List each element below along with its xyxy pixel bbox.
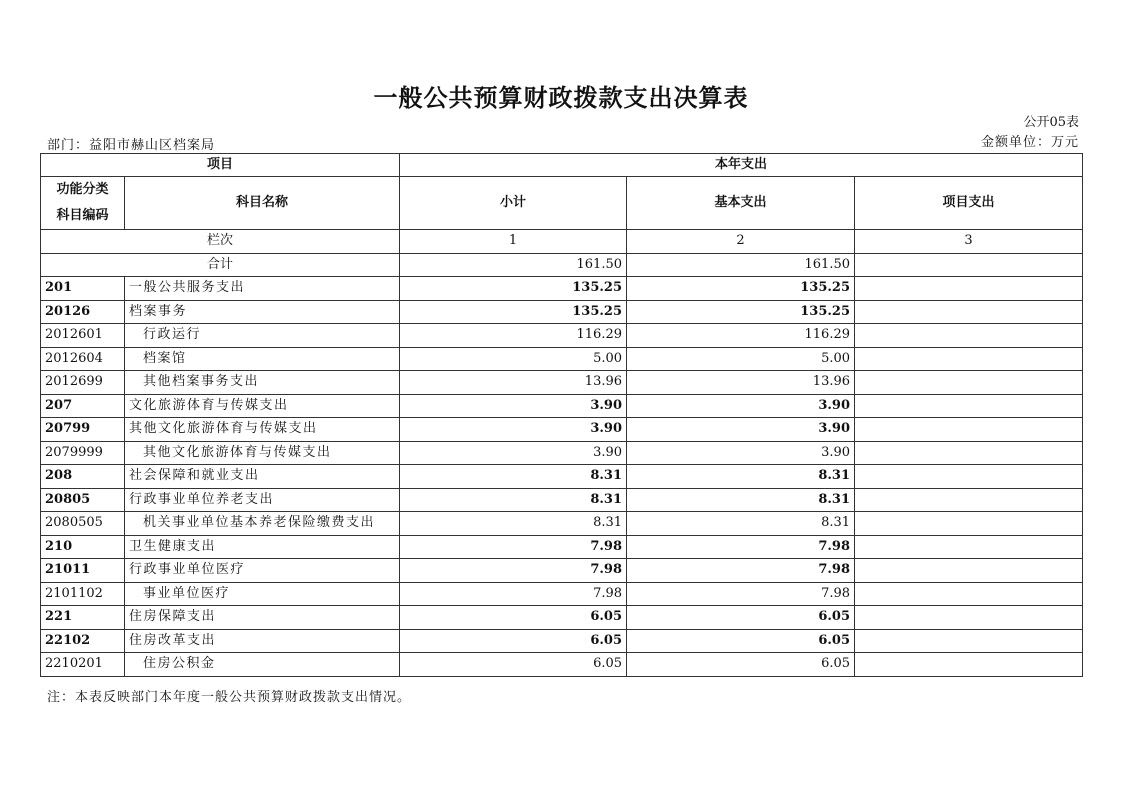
row-project [855,535,1083,559]
expense-table [40,153,1083,677]
row-subtotal: 135.25 [400,277,627,301]
unit-label: 金额单位：万元 [980,135,1079,150]
row-subtotal: 7.98 [400,582,627,606]
row-name: 档案馆 [125,347,400,371]
row-project [855,394,1083,418]
table-row [41,441,1083,465]
row-project [855,606,1083,630]
row-subtotal: 13.96 [400,371,627,395]
row-basic: 135.25 [627,300,855,324]
table-row [41,347,1083,371]
row-basic: 8.31 [627,465,855,489]
department-label: 部门：益阳市赫山区档案局 [47,138,216,153]
row-code: 208 [41,465,125,489]
column-index-label: 栏次 [41,230,400,254]
column-index-2: 2 [627,230,855,254]
header-subject-name: 科目名称 [125,177,400,230]
row-name: 机关事业单位基本养老保险缴费支出 [125,512,400,536]
header-row-1 [41,154,1083,177]
row-name: 住房公积金 [125,653,400,677]
column-index-3: 3 [855,230,1083,254]
table-row [41,277,1083,301]
row-code: 207 [41,394,125,418]
row-code: 221 [41,606,125,630]
table-row [41,324,1083,348]
row-name: 卫生健康支出 [125,535,400,559]
row-code: 20126 [41,300,125,324]
table-row [41,371,1083,395]
page-title: 一般公共预算财政拨款支出决算表 [373,84,749,112]
table-row [41,394,1083,418]
row-subtotal: 3.90 [400,394,627,418]
row-code: 21011 [41,559,125,583]
row-project [855,559,1083,583]
row-name: 档案事务 [125,300,400,324]
row-name: 一般公共服务支出 [125,277,400,301]
row-project [855,300,1083,324]
table-row [41,418,1083,442]
table-row [41,535,1083,559]
row-project [855,512,1083,536]
header-current-year-expense: 本年支出 [400,154,1083,177]
row-basic: 6.05 [627,653,855,677]
row-code: 22102 [41,629,125,653]
column-index-row [41,230,1083,254]
table-row [41,606,1083,630]
table-row [41,653,1083,677]
row-basic: 8.31 [627,512,855,536]
row-subtotal: 116.29 [400,324,627,348]
header-row-2 [41,177,1083,230]
row-basic: 6.05 [627,629,855,653]
row-project [855,465,1083,489]
row-project [855,347,1083,371]
row-code: 2012601 [41,324,125,348]
row-name: 行政事业单位医疗 [125,559,400,583]
row-basic: 8.31 [627,488,855,512]
header-subtotal: 小计 [400,177,627,230]
header-basic: 基本支出 [627,177,855,230]
row-code: 2210201 [41,653,125,677]
row-name: 行政事业单位养老支出 [125,488,400,512]
row-project [855,582,1083,606]
row-basic: 135.25 [627,277,855,301]
table-row [41,582,1083,606]
row-name: 其他档案事务支出 [125,371,400,395]
row-subtotal: 7.98 [400,535,627,559]
row-code: 2101102 [41,582,125,606]
header-func-class [41,177,125,230]
row-subtotal: 8.31 [400,465,627,489]
column-index-1: 1 [400,230,627,254]
row-basic: 3.90 [627,441,855,465]
row-code: 210 [41,535,125,559]
row-subtotal: 8.31 [400,488,627,512]
form-number: 公开05表 [1023,115,1079,130]
row-project [855,653,1083,677]
row-basic: 3.90 [627,418,855,442]
header-func-class-line1: 功能分类 [56,182,109,197]
row-basic: 3.90 [627,394,855,418]
row-project [855,371,1083,395]
row-project [855,324,1083,348]
table-row [41,488,1083,512]
row-subtotal: 5.00 [400,347,627,371]
row-name: 社会保障和就业支出 [125,465,400,489]
table-row [41,300,1083,324]
row-project [855,441,1083,465]
total-project [855,253,1083,277]
row-basic: 5.00 [627,347,855,371]
row-project [855,488,1083,512]
row-subtotal: 3.90 [400,441,627,465]
row-name: 其他文化旅游体育与传媒支出 [125,441,400,465]
row-project [855,418,1083,442]
header-project-expense: 项目支出 [855,177,1083,230]
row-subtotal: 135.25 [400,300,627,324]
row-basic: 6.05 [627,606,855,630]
row-basic: 7.98 [627,559,855,583]
row-code: 2079999 [41,441,125,465]
row-code: 20799 [41,418,125,442]
table-row [41,465,1083,489]
row-name: 住房保障支出 [125,606,400,630]
row-basic: 7.98 [627,535,855,559]
row-basic: 7.98 [627,582,855,606]
row-basic: 116.29 [627,324,855,348]
row-code: 201 [41,277,125,301]
row-basic: 13.96 [627,371,855,395]
row-name: 其他文化旅游体育与传媒支出 [125,418,400,442]
row-name: 文化旅游体育与传媒支出 [125,394,400,418]
total-label: 合计 [41,253,400,277]
row-subtotal: 3.90 [400,418,627,442]
row-project [855,277,1083,301]
row-subtotal: 7.98 [400,559,627,583]
header-func-class-line2: 科目编码 [56,208,109,223]
row-subtotal: 8.31 [400,512,627,536]
row-name: 行政运行 [125,324,400,348]
total-basic: 161.50 [627,253,855,277]
row-code: 2012699 [41,371,125,395]
header-project: 项目 [41,154,400,177]
footnote: 注：本表反映部门本年度一般公共预算财政拨款支出情况。 [47,690,412,705]
row-name: 住房改革支出 [125,629,400,653]
table-row [41,512,1083,536]
table-row [41,559,1083,583]
row-code: 20805 [41,488,125,512]
row-code: 2012604 [41,347,125,371]
table-row [41,629,1083,653]
row-project [855,629,1083,653]
row-subtotal: 6.05 [400,629,627,653]
row-code: 2080505 [41,512,125,536]
total-row [41,253,1083,277]
row-subtotal: 6.05 [400,606,627,630]
row-subtotal: 6.05 [400,653,627,677]
total-subtotal: 161.50 [400,253,627,277]
row-name: 事业单位医疗 [125,582,400,606]
